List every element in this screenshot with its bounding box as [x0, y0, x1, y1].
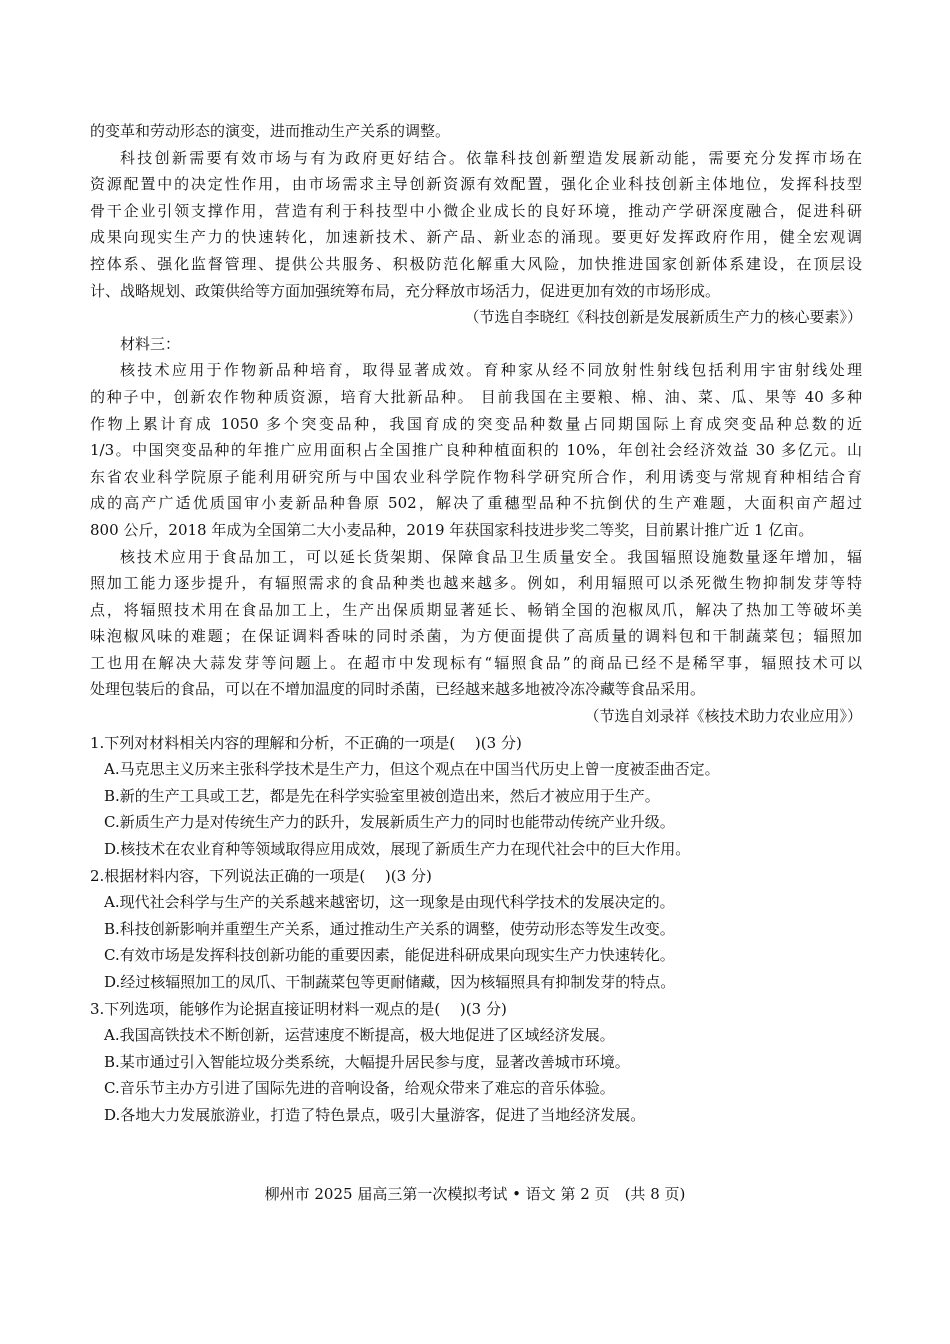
question-option: D.各地大力发展旅游业，打造了特色景点，吸引大量游客，促进了当地经济发展。 [104, 1105, 646, 1124]
paragraph-line: 点，将辐照技术用在食品加工上，生产出保质期显著延长、畅销全国的泡椒凤爪，解决了热加工等破坏美 [90, 600, 862, 619]
question-option: C.音乐节主办方引进了国际先进的音响设备，给观众带来了难忘的音乐体验。 [104, 1079, 615, 1098]
question-option: C.有效市场是发挥科技创新功能的重要因素，能促进科研成果向现实生产力快速转化。 [104, 946, 675, 965]
question-stem: 2.根据材料内容，下列说法正确的一项是( )(3 分) [90, 866, 432, 885]
question-3 [90, 996, 862, 1129]
paragraph-line: 成果向现实生产力的快速转化，加速新技术、新产品、新业态的涌现。要更好发挥政府作用，健全宏观调 [90, 228, 862, 247]
breeding-paragraph [90, 357, 862, 543]
question-option: A.我国高铁技术不断创新，运营速度不断提高，极大地促进了区域经济发展。 [104, 1026, 615, 1045]
paragraph-line: 作物上累计育成 1050 多个突变品种，我国育成的突变品种数量占同期国际上育成突变品种总数的近 [90, 414, 862, 433]
paragraph-line: 核技术应用于作物新品种培育，取得显著成效。育种家从经不同放射性射线包括利用宇宙射线处理 [120, 361, 862, 380]
paragraph-line: 控体系、强化监督管理、提供公共服务、积极防范化解重大风险，加快推进国家创新体系建设，在顶层设 [90, 254, 862, 273]
paragraph-line: 1/3。中国突变品种的年推广应用面积占全国推广良种种植面积的 10%，年创社会经济效益 30 多亿元。山 [90, 441, 862, 460]
question-option: A.现代社会科学与生产的关系越来越密切，这一现象是由现代科学技术的发展决定的。 [104, 893, 675, 912]
paragraph-line: 照加工能力逐步提升，有辐照需求的食品种类也越来越多。例如，利用辐照可以杀死微生物抑制发芽等特 [90, 574, 862, 593]
paragraph-line: 味泡椒风味的难题；在保证调料香味的同时杀菌，为方便面提供了高质量的调料包和干制蔬菜包；辐照加 [90, 627, 862, 646]
food-paragraph [90, 544, 862, 704]
paragraph-line: 的种子中，创新农作物种质资源，培育大批新品种。 目前我国在主要粮、棉、油、菜、瓜、果等 40 多种 [90, 387, 862, 406]
source-citation: （节选自李晓红《科技创新是发展新质生产力的核心要素》） [464, 308, 862, 327]
paragraph-line: 资源配置中的决定性作用，由市场需求主导创新资源有效配置，强化企业科技创新主体地位，发挥科技型 [90, 175, 862, 194]
source-citation: （节选自刘录祥《核技术助力农业应用》） [584, 707, 862, 726]
exam-page [90, 118, 862, 1129]
question-option: A.马克思主义历来主张科学技术是生产力，但这个观点在中国当代历史上曾一度被歪曲否定。 [104, 760, 720, 779]
question-option: B.新的生产工具或工艺，都是先在科学实验室里被创造出来，然后才被应用于生产。 [104, 786, 660, 805]
question-option: D.经过核辐照加工的凤爪、干制蔬菜包等更耐储藏，因为核辐照具有抑制发芽的特点。 [104, 973, 676, 991]
paragraph-line: 核技术应用于食品加工，可以延长货架期、保障食品卫生质量安全。我国辐照设施数量逐年增加，辐 [120, 547, 862, 566]
paragraph-line: 800 公斤，2018 年成为全国第二大小麦品种，2019 年获国家科技进步奖二等奖，目前累计推广近 1 亿亩。 [90, 520, 814, 539]
paragraph-line: 处理包装后的食品，可以在不增加温度的同时杀菌，已经越来越多地被冷冻冷藏等食品采用。 [90, 680, 706, 699]
paragraph-line: 科技创新需要有效市场与有为政府更好结合。依靠科技创新塑造发展新动能，需要充分发挥市场在 [120, 148, 862, 167]
question-option: B.某市通过引入智能垃圾分类系统，大幅提升居民参与度，显著改善城市环境。 [104, 1052, 630, 1071]
paragraph-line: 骨干企业引领支撑作用，营造有利于科技型中小微企业成长的良好环境，推动产学研深度融合，促进科研 [90, 201, 862, 220]
question-option: D.核技术在农业育种等领域取得应用成效，展现了新质生产力在现代社会中的巨大作用。 [104, 840, 691, 859]
market-paragraph [90, 145, 862, 305]
question-stem: 3.下列选项，能够作为论据直接证明材料一观点的是( )(3 分) [90, 999, 507, 1018]
question-2 [90, 863, 862, 996]
paragraph-line: 东省农业科学院原子能利用研究所与中国农业科学院作物科学研究所合作，利用诱变与常规育种相结合育 [90, 467, 862, 486]
paragraph-line: 工也用在解决大蒜发芽等问题上。在超市中发现标有“辐照食品”的商品已经不是稀罕事，辐照技术可以 [90, 653, 862, 672]
question-1 [90, 730, 862, 863]
question-option: B.科技创新影响并重塑生产关系，通过推动生产关系的调整，使劳动形态等发生改变。 [104, 919, 675, 938]
paragraph-line: 计、战略规划、政策供给等方面加强统筹布局，充分释放市场活力，促进更加有效的市场形成。 [90, 281, 721, 300]
material-3-label: 材料三： [120, 334, 181, 353]
question-option: C.新质生产力是对传统生产力的跃升，发展新质生产力的同时也能带动传统产业升级。 [104, 813, 675, 832]
page-footer: 柳州市 2025 届高三第一次模拟考试 • 语文 第 2 页 (共 8 页) [264, 1185, 686, 1203]
paragraph-line: 成的高产广适优质国审小麦新品种鲁原 502，解决了重穗型品种不抗倒伏的生产难题，大面积亩产超过 [90, 494, 862, 513]
intro-tail-line: 的变革和劳动形态的演变，进而推动生产关系的调整。 [90, 122, 451, 140]
question-stem: 1.下列对材料相关内容的理解和分析，不正确的一项是( )(3 分) [90, 733, 522, 752]
